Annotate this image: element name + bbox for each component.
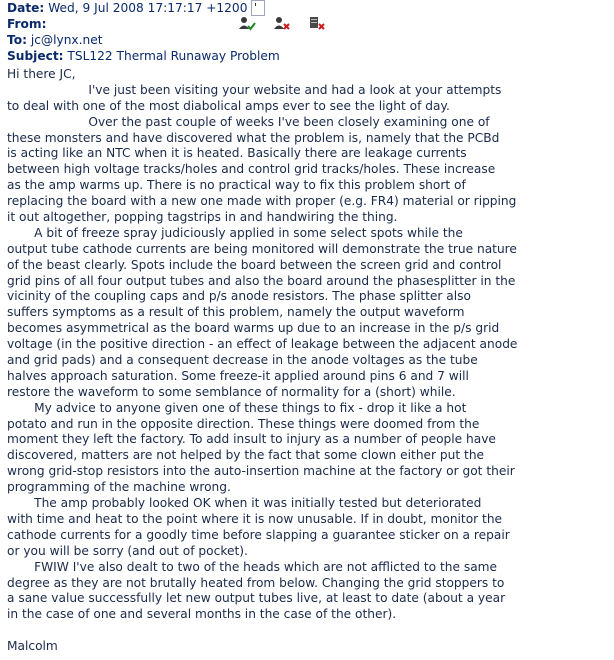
delete-contact-icon[interactable]: [308, 16, 326, 32]
from-row: [7, 17, 47, 33]
message-line: moment they left the factory. To add insult to injury as a number of people have: [7, 432, 496, 447]
message-line: and grid pads) and a consequent decrease in the anode voltages as the tube: [7, 353, 478, 368]
message-line: discovered, matters are not helped by the fact that some clown either put the: [7, 448, 485, 463]
date-row: [7, 1, 265, 17]
message-line: in the case of one and several months in the case of the other).: [7, 607, 397, 622]
message-line: output tube cathode currents are being monitored will demonstrate the true nature: [7, 241, 517, 256]
message-line: to deal with one of the most diabolical amps ever to see the light of day.: [7, 98, 450, 113]
calendar-icon[interactable]: [251, 0, 265, 16]
message-line: programming of the machine wrong.: [7, 480, 231, 495]
add-contact-icon[interactable]: [238, 16, 256, 32]
message-line: restore the waveform to some semblance of normality for a (short) while.: [7, 384, 456, 399]
message-line: potato and run in the opposite direction. These things were doomed from the: [7, 416, 480, 431]
message-line: replacing the board with a new one made with proper (e.g. FR4) material or ripping: [7, 194, 517, 209]
message-line: voltage (in the positive direction - an effect of leakage between the adjacent anode: [7, 337, 518, 352]
message-body: [7, 67, 607, 655]
to-value[interactable]: jc@lynx.net: [30, 33, 103, 47]
message-line: or you will be sorry (and out of pocket).: [7, 543, 248, 558]
message-line: The amp probably looked OK when it was initially tested but deteriorated: [7, 496, 482, 511]
message-line: is acting like an NTC when it is heated. Basically there are leakage currents: [7, 146, 467, 161]
message-line: becomes asymmetrical as the board warms up due to an increase in the p/s grid: [7, 321, 500, 336]
message-line: grid pins of all four output tubes and also the board around the phasesplitter in the: [7, 273, 516, 288]
message-line: vicinity of the coupling caps and p/s anode resistors. The phase splitter also: [7, 289, 471, 304]
sender-actions: [238, 16, 326, 32]
message-line: as the amp warms up. There is no practical way to fix this problem short of: [7, 178, 466, 193]
message-line: wrong grid-stop resistors into the auto-insertion machine at the factory or got their: [7, 464, 515, 479]
message-line: degree as they are not brutally heated from below. Changing the grid stoppers to: [7, 575, 505, 590]
message-line: halves approach saturation. Some freeze-it applied around pins 6 and 7 will: [7, 368, 469, 383]
message-line: of the beast clearly. Spots include the board between the screen grid and control: [7, 257, 502, 272]
message-line: A bit of freeze spray judiciously applied in some select spots while the: [7, 225, 463, 240]
message-line: suffers symptoms as a result of this problem, namely the output waveform: [7, 305, 465, 320]
date-label: Date:: [7, 1, 45, 15]
subject-value: TSL122 Thermal Runaway Problem: [67, 49, 280, 63]
message-line: with time and heat to the point where it is now unusable. If in doubt, monitor the: [7, 511, 503, 526]
subject-row: [7, 49, 280, 65]
block-sender-icon[interactable]: [273, 16, 291, 32]
message-line: My advice to anyone given one of these things to fix - drop it like a hot: [7, 400, 467, 415]
message-line: these monsters and have discovered what the problem is, namely that the PCBd: [7, 130, 500, 145]
message-line: Over the past couple of weeks I've been closely examining one of: [7, 114, 490, 129]
message-line: it out altogether, popping tagstrips in and handwiring the thing.: [7, 210, 398, 225]
message-line: [7, 623, 607, 639]
message-line: Malcolm: [7, 639, 58, 654]
to-label: To:: [7, 33, 27, 47]
message-line: Hi there JC,: [7, 67, 76, 81]
date-value: Wed, 9 Jul 2008 17:17:17 +1200: [48, 1, 248, 15]
message-line: FWIW I've also dealt to two of the heads which are not afflicted to the same: [7, 559, 498, 574]
message-line: cathode currents for a goodly time before slapping a guarantee sticker on a repair: [7, 527, 510, 542]
message-line: I've just been visiting your website and had a look at your attempts: [7, 82, 502, 97]
from-label: From:: [7, 17, 47, 31]
message-line: between high voltage tracks/holes and control grid tracks/holes. These increase: [7, 162, 496, 177]
message-line: a sane value successfully let new output tubes live, at least to date (about a year: [7, 591, 506, 606]
subject-label: Subject:: [7, 49, 64, 63]
to-row: [7, 33, 103, 49]
